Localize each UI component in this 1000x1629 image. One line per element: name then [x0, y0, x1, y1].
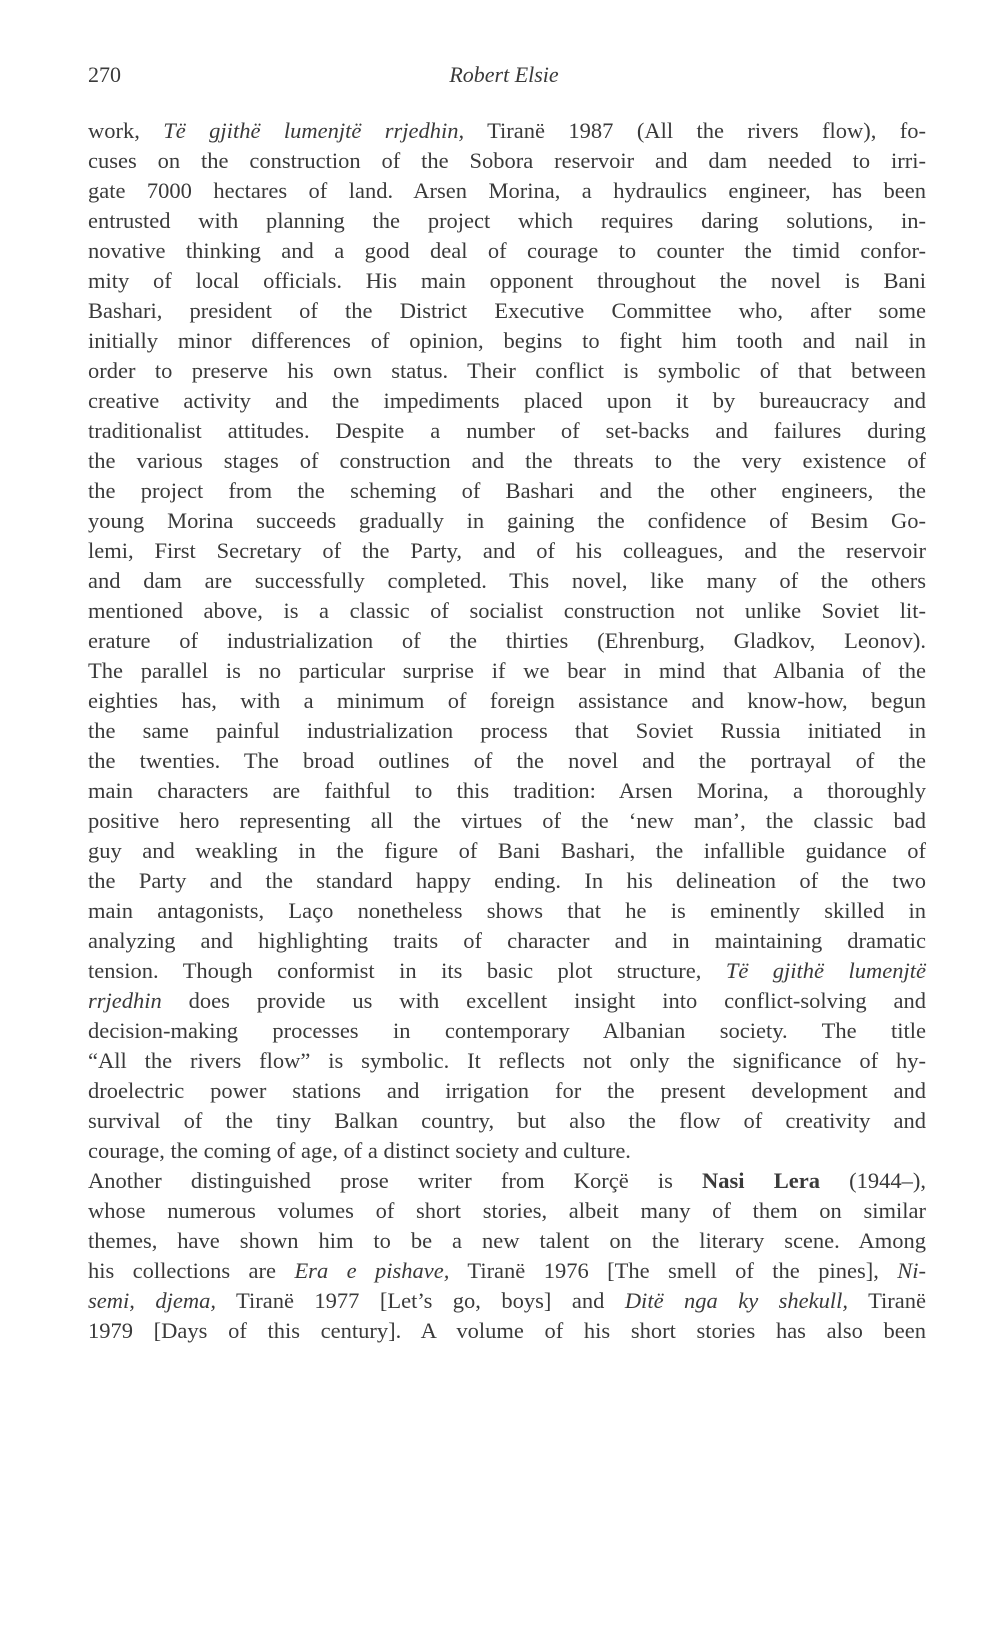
bold-name-run: Nasi Lera: [702, 1168, 820, 1193]
text-line: [88, 926, 926, 956]
text-line: [88, 1196, 926, 1226]
text-run: lemi, First Secretary of the Party, and of his colleagues, and the reservoir: [88, 538, 926, 563]
text-line: [88, 656, 926, 686]
text-line: [88, 476, 926, 506]
text-run: whose numerous volumes of short stories, albeit many of them on similar: [88, 1198, 926, 1223]
body-text: [88, 116, 926, 1346]
text-run: eighties has, with a minimum of foreign assistance and know-how, begun: [88, 688, 926, 713]
text-line: [88, 866, 926, 896]
text-line: [88, 356, 926, 386]
text-run: guy and weakling in the figure of Bani Bashari, the infallible guidance of: [88, 838, 926, 863]
text-run: and dam are successfully completed. This novel, like many of the others: [88, 568, 926, 593]
text-run: droelectric power stations and irrigation for the present development and: [88, 1078, 926, 1103]
running-head-author: Robert Elsie: [449, 62, 559, 87]
text-run: survival of the tiny Balkan country, but also the flow of creativity and: [88, 1108, 926, 1133]
text-run: Tiranë 1977 [Let’s go, boys] and: [215, 1288, 625, 1313]
text-run: entrusted with planning the project which requires daring solutions, in-: [88, 208, 926, 233]
text-line: [88, 266, 926, 296]
text-line: [88, 206, 926, 236]
text-line: [88, 446, 926, 476]
text-run: decision-making processes in contemporary Albanian society. The title: [88, 1018, 926, 1043]
text-line: [88, 746, 926, 776]
text-run: traditionalist attitudes. Despite a number of set-backs and failures during: [88, 418, 926, 443]
text-line: [88, 686, 926, 716]
italic-title-run: Ditë nga ky shekull,: [624, 1288, 849, 1313]
text-run: analyzing and highlighting traits of character and in maintaining dramatic: [88, 928, 926, 953]
text-run: cuses on the construction of the Sobora reservoir and dam needed to irri-: [88, 148, 926, 173]
text-line: [88, 1136, 926, 1166]
text-line: [88, 956, 926, 986]
italic-title-run: rrjedhin: [88, 988, 162, 1013]
text-run: the project from the scheming of Bashari and the other engineers, the: [88, 478, 926, 503]
text-line: [88, 596, 926, 626]
text-line: [88, 776, 926, 806]
text-line: [88, 386, 926, 416]
text-line: [88, 506, 926, 536]
italic-title-run: Era e pishave,: [294, 1258, 450, 1283]
text-line: [88, 176, 926, 206]
text-run: (1944–),: [819, 1168, 926, 1193]
text-run: his collections are: [88, 1258, 295, 1283]
text-run: the same painful industrialization process that Soviet Russia initiated in: [88, 718, 926, 743]
text-line: [88, 806, 926, 836]
text-run: the Party and the standard happy ending. In his delineation of the two: [88, 868, 926, 893]
text-run: main characters are faithful to this tradition: Arsen Morina, a thoroughly: [88, 778, 926, 803]
text-line: [88, 626, 926, 656]
text-run: “All the rivers flow” is symbolic. It reflects not only the significance of hy-: [88, 1048, 926, 1073]
page-number: 270: [88, 62, 121, 87]
text-line: [88, 896, 926, 926]
text-run: Tiranë 1976 [The smell of the pines],: [449, 1258, 898, 1283]
italic-title-run: semi, djema,: [88, 1288, 216, 1313]
text-line: [88, 1286, 926, 1316]
running-head: [88, 62, 920, 96]
text-run: Another distinguished prose writer from Korçë is: [88, 1168, 703, 1193]
text-run: The parallel is no particular surprise if we bear in mind that Albania of the: [88, 658, 926, 683]
text-run: erature of industrialization of the thirties (Ehrenburg, Gladkov, Leonov).: [88, 628, 926, 653]
text-line: [88, 836, 926, 866]
text-run: main antagonists, Laço nonetheless shows that he is eminently skilled in: [88, 898, 926, 923]
italic-title-run: Të gjithë lumenjtë: [725, 958, 926, 983]
text-run: positive hero representing all the virtues of the ‘new man’, the classic bad: [88, 808, 926, 833]
italic-title-run: Ni-: [897, 1258, 926, 1283]
text-line: [88, 1106, 926, 1136]
text-line: [88, 1016, 926, 1046]
text-run: does provide us with excellent insight into conflict-solving and: [161, 988, 926, 1013]
text-run: the twenties. The broad outlines of the novel and the portrayal of the: [88, 748, 926, 773]
text-run: the various stages of construction and the threats to the very existence of: [88, 448, 926, 473]
text-run: gate 7000 hectares of land. Arsen Morina, a hydraulics engineer, has been: [88, 178, 926, 203]
text-run: tension. Though conformist in its basic plot structure,: [88, 958, 726, 983]
text-line: [88, 326, 926, 356]
text-line: [88, 986, 926, 1016]
text-line: [88, 566, 926, 596]
text-line: [88, 116, 926, 146]
text-run: Tiranë: [848, 1288, 927, 1313]
text-line: [88, 236, 926, 266]
text-run: initially minor differences of opinion, begins to fight him tooth and nail in: [88, 328, 926, 353]
text-run: mity of local officials. His main opponent throughout the novel is Bani: [88, 268, 926, 293]
text-line: [88, 146, 926, 176]
text-run: 1979 [Days of this century]. A volume of his short stories has also been: [88, 1318, 926, 1343]
text-line: [88, 1046, 926, 1076]
text-line: [88, 296, 926, 326]
text-run: order to preserve his own status. Their conflict is symbolic of that between: [88, 358, 926, 383]
text-run: work,: [88, 118, 164, 143]
text-line: [88, 1256, 926, 1286]
text-line: [88, 1226, 926, 1256]
text-line: [88, 1316, 926, 1346]
text-line: [88, 1166, 926, 1196]
text-run: young Morina succeeds gradually in gaining the confidence of Besim Go-: [88, 508, 926, 533]
text-run: Bashari, president of the District Executive Committee who, after some: [88, 298, 926, 323]
italic-title-run: Të gjithë lumenjtë rrjedhin,: [163, 118, 465, 143]
text-run: creative activity and the impediments placed upon it by bureaucracy and: [88, 388, 926, 413]
text-run: Tiranë 1987 (All the rivers flow), fo-: [464, 118, 926, 143]
text-line: [88, 536, 926, 566]
text-line: [88, 716, 926, 746]
text-run: mentioned above, is a classic of socialist construction not unlike Soviet lit-: [88, 598, 926, 623]
text-run: novative thinking and a good deal of courage to counter the timid confor-: [88, 238, 926, 263]
text-run: themes, have shown him to be a new talent on the literary scene. Among: [88, 1228, 926, 1253]
text-line: [88, 416, 926, 446]
text-line: [88, 1076, 926, 1106]
text-run: courage, the coming of age, of a distinct society and culture.: [88, 1138, 631, 1163]
